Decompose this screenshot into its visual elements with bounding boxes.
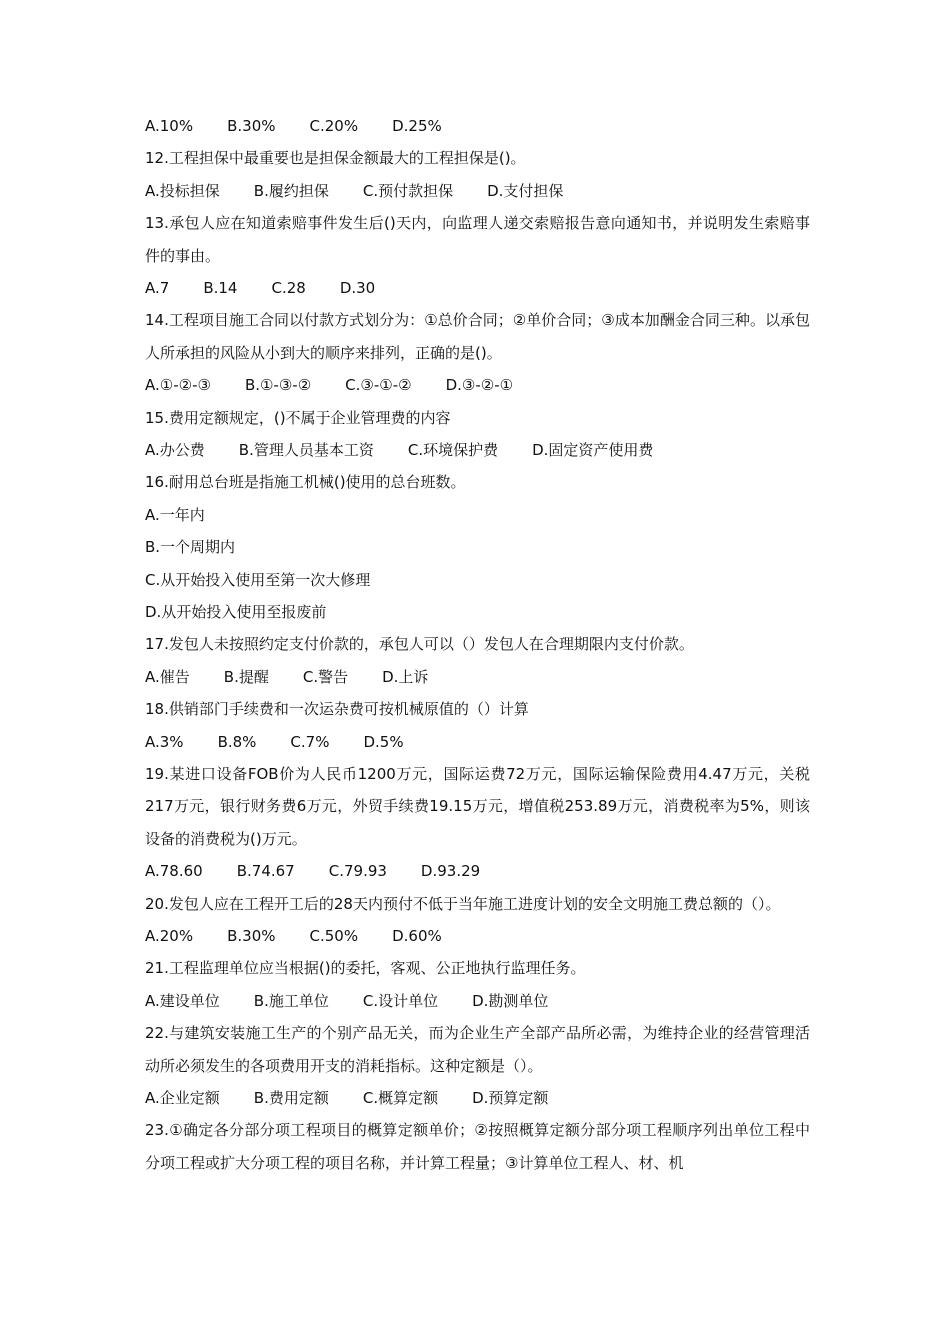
answer-options [145, 920, 810, 952]
answer-option: C.79.93 [328, 862, 387, 881]
answer-option: B.施工单位 [253, 991, 329, 1010]
answer-option: C.7% [290, 732, 330, 751]
answer-option: D.勘测单位 [472, 991, 549, 1010]
answer-option: C.28 [271, 279, 306, 297]
answer-options [145, 1082, 810, 1114]
answer-option: C.③-①-② [345, 376, 412, 395]
answer-option: A.建设单位 [145, 991, 220, 1010]
answer-option: A.3% [145, 732, 184, 751]
answer-option: C.环境保护费 [407, 441, 499, 459]
answer-option: A.78.60 [145, 862, 203, 881]
answer-option: C.预付款担保 [362, 181, 454, 200]
answer-options [145, 434, 810, 466]
question-text: 19.某进口设备FOB价为人民币1200万元，国际运费72万元，国际运输保险费用4.47万元，关税217万元，银行财务费6万元，外贸手续费19.15万元，增值税253.89万元，消费税率为5%，则该设备的消费税为()万元。 [145, 764, 810, 848]
option-line: A.一年内 [145, 505, 205, 524]
option-line: D.从开始投入使用至报废前 [145, 602, 327, 621]
answer-option: B.74.67 [236, 862, 295, 881]
answer-option: D.5% [363, 732, 404, 751]
answer-options [145, 110, 810, 142]
answer-option: C.设计单位 [362, 991, 439, 1010]
answer-option: D.上诉 [382, 667, 429, 686]
answer-option: D.60% [392, 926, 442, 945]
answer-option: A.20% [145, 926, 194, 945]
answer-options [145, 855, 810, 887]
answer-option: C.概算定额 [362, 1088, 439, 1107]
answer-options [145, 272, 810, 304]
answer-options [145, 985, 810, 1017]
document-body [145, 110, 810, 1179]
answer-options [145, 369, 810, 401]
answer-option: B.履约担保 [253, 181, 329, 200]
answer-option: C.20% [309, 117, 359, 135]
question-text: 13.承包人应在知道索赔事件发生后()天内，向监理人递交索赔报告意向通知书，并说明发生索赔事件的事由。 [145, 214, 810, 265]
answer-option: A.①-②-③ [145, 376, 211, 395]
answer-option: B.30% [227, 117, 276, 135]
answer-option: A.投标担保 [145, 181, 220, 200]
option-line: B.一个周期内 [145, 538, 236, 557]
answer-option: A.办公费 [145, 441, 205, 459]
answer-option: D.支付担保 [487, 181, 564, 200]
answer-option: D.93.29 [420, 862, 481, 881]
answer-option: A.10% [145, 117, 194, 135]
answer-option: C.警告 [302, 667, 349, 686]
option-line: C.从开始投入使用至第一次大修理 [145, 570, 371, 589]
question-text: 14.工程项目施工合同以付款方式划分为：①总价合同；②单价合同；③成本加酬金合同三种。以承包人所承担的风险从小到大的顺序来排列，正确的是()。 [145, 311, 810, 362]
answer-option: D.25% [392, 117, 442, 135]
answer-option: B.30% [227, 926, 276, 945]
answer-option: B.提醒 [223, 667, 269, 686]
answer-options [145, 661, 810, 693]
answer-option: D.固定资产使用费 [532, 441, 654, 459]
answer-options [145, 175, 810, 207]
answer-option: D.③-②-① [445, 376, 514, 395]
answer-option: B.8% [217, 732, 257, 751]
answer-option: A.7 [145, 279, 170, 297]
answer-option: A.催告 [145, 667, 190, 686]
question-text: 12.工程担保中最重要也是担保金额最大的工程担保是()。 [145, 149, 526, 168]
answer-option: B.14 [203, 279, 238, 297]
answer-option: B.管理人员基本工资 [238, 441, 374, 459]
question-text: 20.发包人应在工程开工后的28天内预付不低于当年施工进度计划的安全文明施工费总额的（）。 [145, 894, 781, 913]
question-text: 18.供销部门手续费和一次运杂费可按机械原值的（）计算 [145, 700, 529, 719]
question-text: 23.①确定各分部分项工程项目的概算定额单价；②按照概算定额分部分项工程顺序列出单位工程中分项工程或扩大分项工程的项目名称，并计算工程量；③计算单位工程人、材、机 [145, 1121, 810, 1172]
answer-option: A.企业定额 [145, 1088, 220, 1107]
question-text: 15.费用定额规定，()不属于企业管理费的内容 [145, 408, 451, 427]
answer-option: C.50% [309, 926, 359, 945]
answer-option: B.费用定额 [253, 1088, 329, 1107]
question-text: 22.与建筑安装施工生产的个别产品无关，而为企业生产全部产品所必需，为维持企业的经营管理活动所必须发生的各项费用开支的消耗指标。这种定额是（）。 [145, 1024, 810, 1075]
question-text: 21.工程监理单位应当根据()的委托，客观、公正地执行监理任务。 [145, 959, 586, 978]
question-text: 16.耐用总台班是指施工机械()使用的总台班数。 [145, 473, 466, 492]
answer-option: D.30 [339, 279, 376, 297]
answer-option: B.①-③-② [244, 376, 312, 395]
answer-options [145, 726, 810, 758]
answer-option: D.预算定额 [472, 1088, 549, 1107]
question-text: 17.发包人未按照约定支付价款的，承包人可以（）发包人在合理期限内支付价款。 [145, 635, 694, 654]
